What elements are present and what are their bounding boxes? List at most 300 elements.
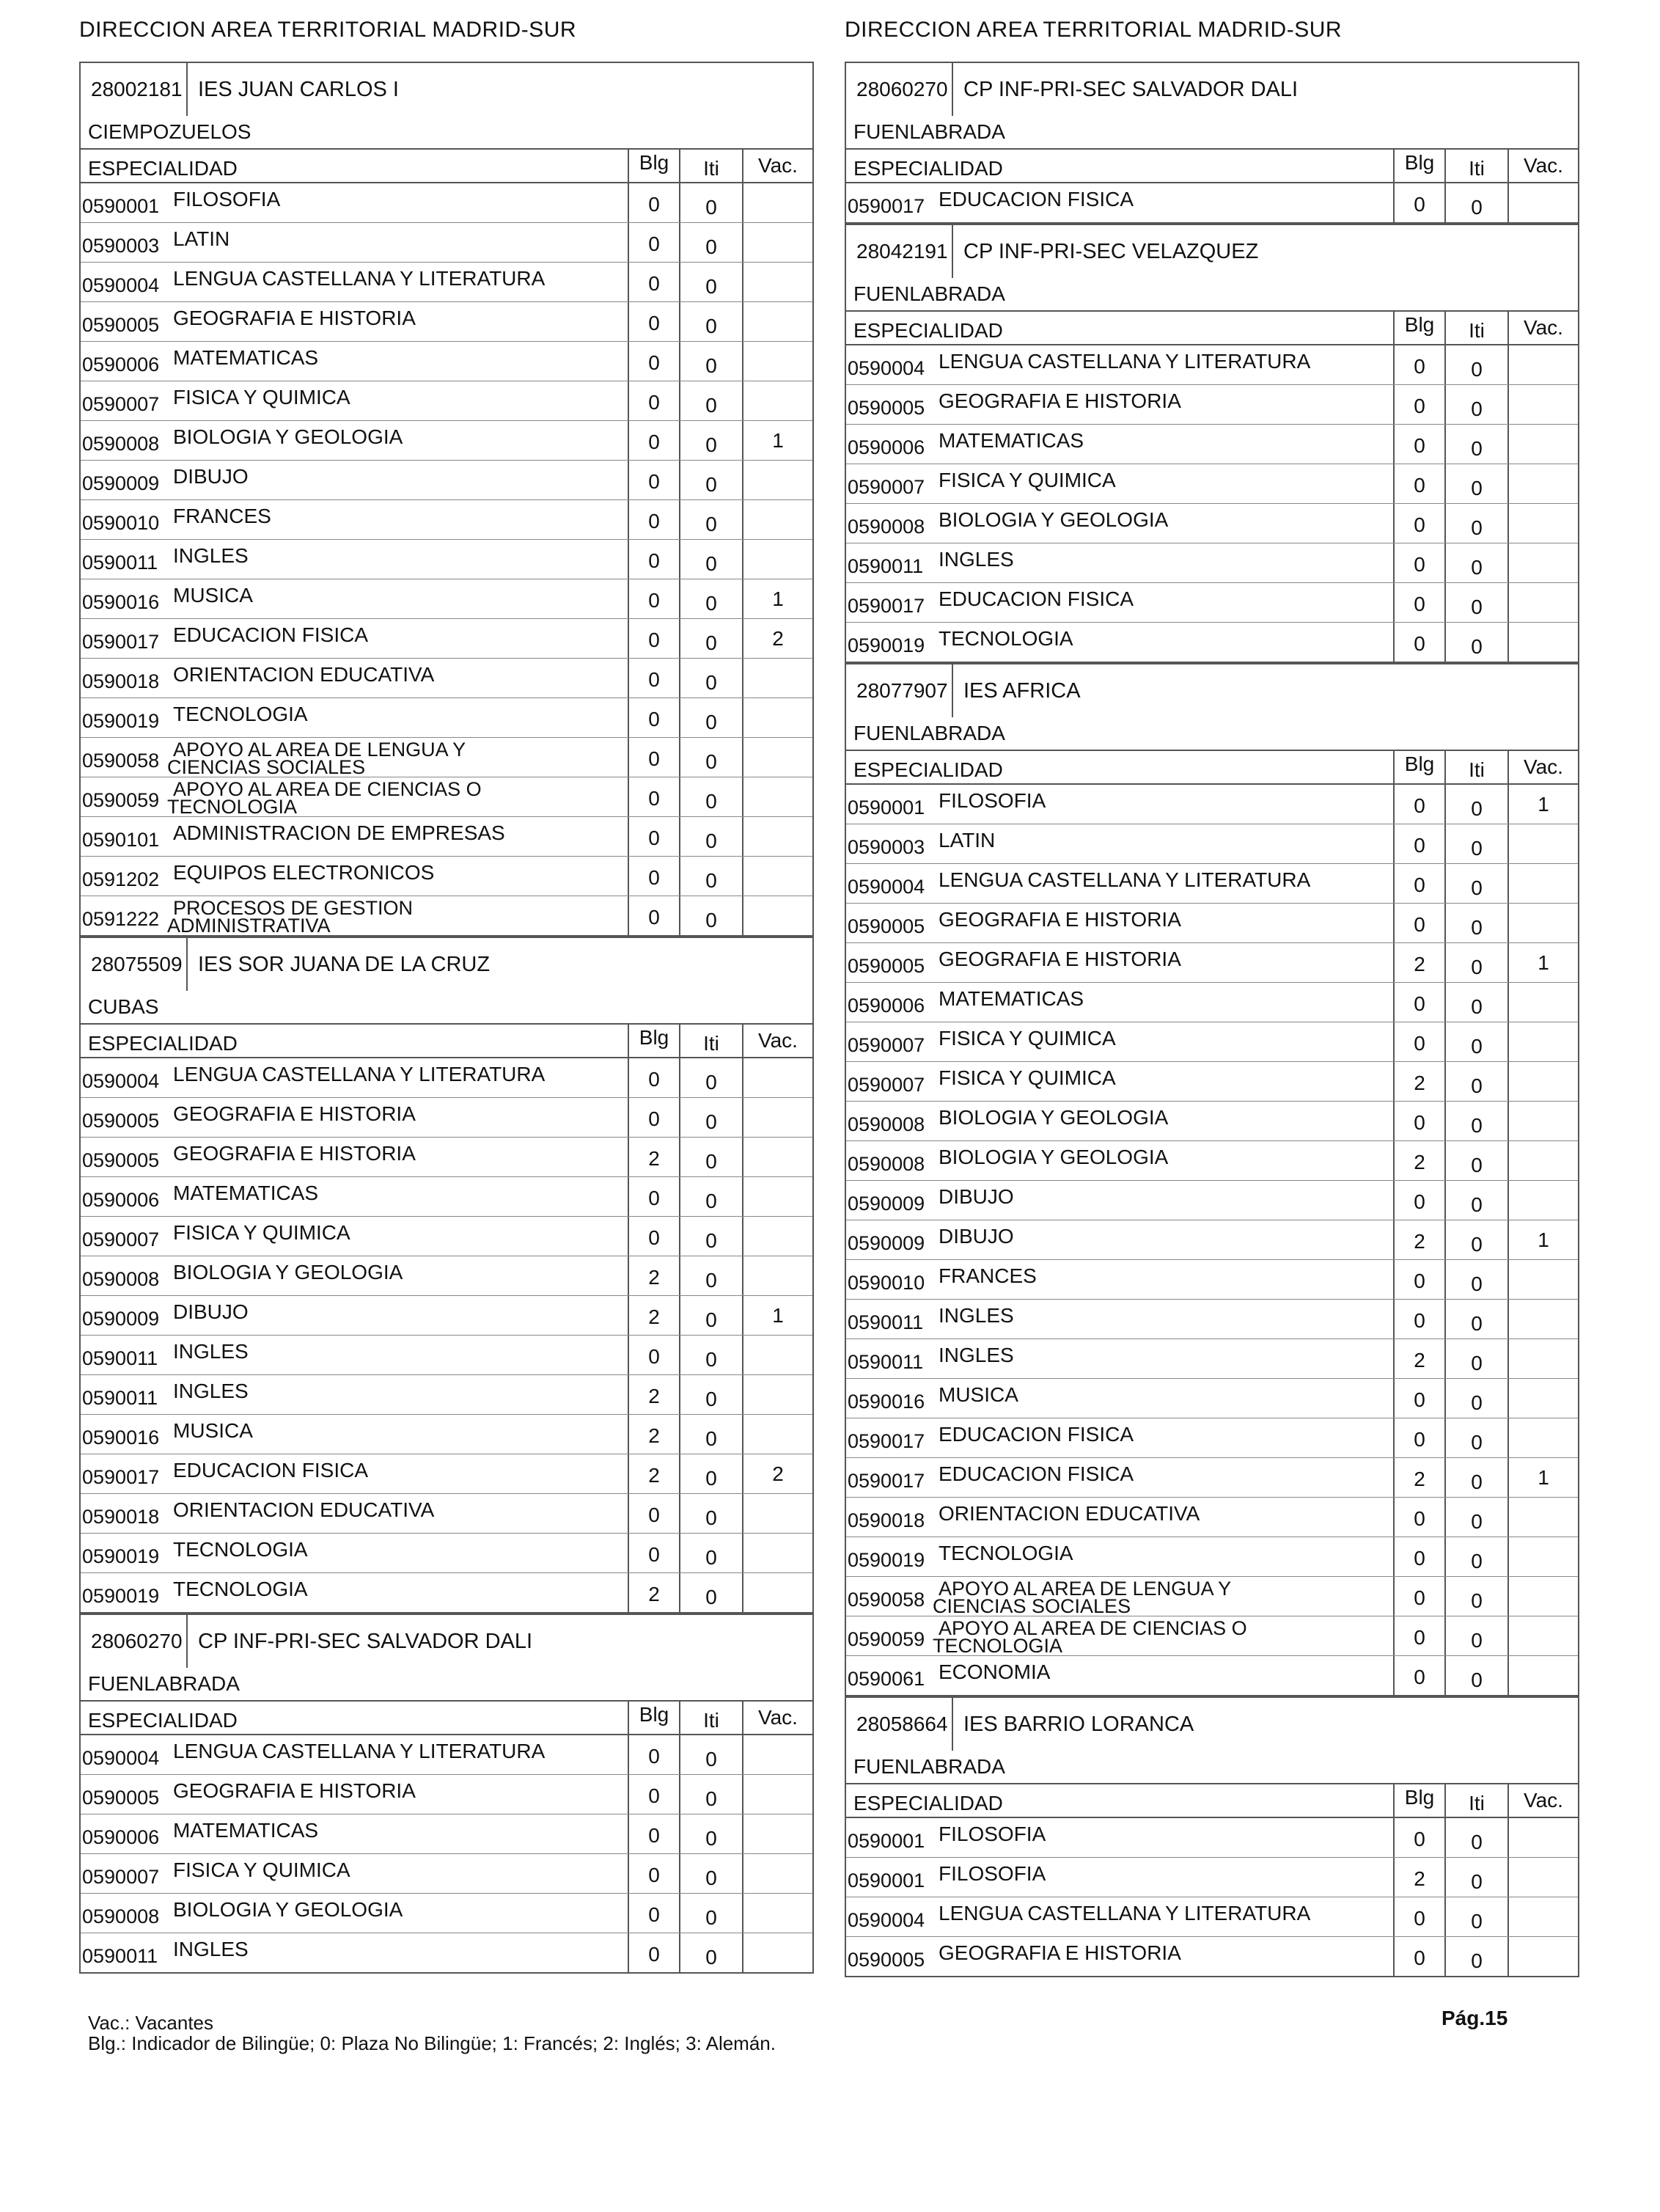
specialty-cell — [81, 1058, 628, 1097]
center-block — [79, 1614, 814, 1974]
specialty-code: 0590003 — [848, 836, 925, 858]
specialty-desc-line: FISICA Y QUIMICA — [173, 1220, 350, 1244]
specialty-desc-line: MUSICA — [173, 583, 253, 607]
iti-value: 0 — [1444, 1141, 1507, 1180]
iti-value: 0 — [679, 579, 742, 618]
iti-value: 0 — [1444, 824, 1507, 863]
iti-value: 0 — [679, 1854, 742, 1893]
page-header: DIRECCION AREA TERRITORIAL MADRID-SUR — [79, 18, 577, 42]
iti-value: 0 — [679, 223, 742, 262]
blg-value: 0 — [1393, 1181, 1444, 1220]
specialty-cell — [846, 1616, 1393, 1655]
iti-value: 0 — [1444, 583, 1507, 622]
specialty-cell — [846, 1458, 1393, 1497]
blg-value: 2 — [1393, 1458, 1444, 1497]
table-row — [846, 183, 1578, 222]
town-name: FUENLABRADA — [846, 116, 1578, 150]
specialty-cell — [81, 1814, 628, 1853]
vac-value: 1 — [1507, 1220, 1578, 1259]
specialty-desc-line-2: ADMINISTRATIVA — [167, 914, 331, 937]
specialty-code: 0590019 — [848, 634, 925, 656]
center-code: 28058664 — [846, 1698, 953, 1751]
table-row — [846, 1102, 1578, 1141]
vac-value — [742, 302, 812, 341]
column-header-iti: Iti — [679, 150, 742, 182]
table-row — [81, 1573, 812, 1612]
center-name: IES BARRIO LORANCA — [963, 1712, 1194, 1736]
specialty-code: 0590004 — [82, 274, 160, 296]
table-row — [81, 500, 812, 540]
specialty-desc-line: GEOGRAFIA E HISTORIA — [939, 389, 1181, 412]
specialty-desc-line: INGLES — [939, 1303, 1014, 1327]
iti-value: 0 — [679, 1814, 742, 1853]
specialty-desc — [173, 227, 230, 250]
table-row — [81, 579, 812, 619]
specialty-cell — [846, 464, 1393, 503]
specialty-code: 0590019 — [82, 1545, 160, 1567]
vac-value: 1 — [742, 579, 812, 618]
vac-value — [1507, 983, 1578, 1022]
blg-value: 0 — [1393, 1616, 1444, 1655]
iti-value: 0 — [679, 896, 742, 935]
vac-value — [1507, 1897, 1578, 1936]
specialty-desc — [939, 1382, 1018, 1406]
specialty-cell — [81, 817, 628, 856]
table-row — [846, 1937, 1578, 1976]
specialty-desc — [173, 1260, 403, 1283]
specialty-desc-line: DIBUJO — [173, 1300, 249, 1323]
specialty-desc — [173, 1102, 416, 1125]
specialty-code: 0590101 — [82, 829, 160, 851]
specialty-desc — [173, 702, 308, 725]
column-header-iti: Iti — [1444, 312, 1507, 344]
specialty-desc — [939, 510, 1168, 530]
table-row — [846, 1656, 1578, 1695]
iti-value: 0 — [1444, 1022, 1507, 1061]
specialty-cell — [81, 540, 628, 579]
specialty-desc-line: FISICA Y QUIMICA — [939, 1026, 1116, 1050]
table-row — [846, 1897, 1578, 1937]
specialty-code: 0590005 — [848, 915, 925, 937]
iti-value: 0 — [1444, 385, 1507, 424]
table-row — [846, 983, 1578, 1022]
vac-value — [1507, 1181, 1578, 1220]
vac-value — [742, 738, 812, 777]
specialty-cell — [81, 421, 628, 460]
specialty-desc — [173, 345, 319, 369]
table-row — [846, 464, 1578, 504]
specialty-desc — [939, 1901, 1311, 1924]
table-row — [81, 540, 812, 579]
vac-value — [1507, 1062, 1578, 1101]
center-code: 28077907 — [846, 664, 953, 717]
specialty-cell — [846, 824, 1393, 863]
specialty-code: 0590008 — [82, 1905, 160, 1927]
specialty-code: 0590009 — [82, 472, 160, 494]
specialty-cell — [846, 1062, 1393, 1101]
specialty-cell — [846, 785, 1393, 824]
center-header — [81, 937, 812, 991]
specialty-desc-line: FILOSOFIA — [939, 788, 1046, 812]
blg-value: 0 — [1393, 1260, 1444, 1299]
vac-value: 1 — [742, 421, 812, 460]
table-row — [846, 1537, 1578, 1577]
specialty-desc — [939, 1422, 1134, 1446]
specialty-code: 0590001 — [848, 1869, 925, 1891]
blg-value: 0 — [1393, 1022, 1444, 1061]
town-name: FUENLABRADA — [81, 1668, 812, 1702]
specialty-cell — [81, 1775, 628, 1814]
specialty-cell — [81, 659, 628, 697]
vac-value: 2 — [742, 619, 812, 658]
specialty-code: 0590001 — [848, 1830, 925, 1852]
specialty-code: 0590058 — [848, 1589, 925, 1611]
iti-value: 0 — [1444, 1616, 1507, 1655]
specialty-code: 0590005 — [82, 1787, 160, 1809]
iti-value: 0 — [1444, 1458, 1507, 1497]
specialty-desc-line: FISICA Y QUIMICA — [173, 385, 350, 409]
vac-value — [742, 263, 812, 301]
vac-value — [1507, 543, 1578, 582]
table-row — [846, 1379, 1578, 1418]
center-block — [845, 663, 1579, 1696]
blg-value: 2 — [628, 1375, 679, 1414]
specialty-desc — [173, 1339, 249, 1363]
specialty-desc — [939, 626, 1073, 650]
specialty-cell — [846, 1379, 1393, 1418]
table-row — [81, 1494, 812, 1534]
blg-value: 0 — [628, 302, 679, 341]
blg-value: 2 — [1393, 1858, 1444, 1897]
iti-value: 0 — [1444, 1220, 1507, 1259]
blg-value: 0 — [628, 421, 679, 460]
blg-value: 0 — [628, 619, 679, 658]
vac-value — [742, 857, 812, 896]
table-row — [846, 1577, 1578, 1616]
specialty-desc — [939, 1541, 1073, 1564]
iti-value: 0 — [1444, 1858, 1507, 1897]
specialty-cell — [81, 698, 628, 737]
table-row — [81, 1098, 812, 1138]
specialty-desc-line: FILOSOFIA — [939, 1861, 1046, 1885]
blg-value: 0 — [628, 1814, 679, 1853]
column-header-iti: Iti — [1444, 1784, 1507, 1817]
iti-value: 0 — [1444, 543, 1507, 582]
vac-value: 1 — [1507, 785, 1578, 824]
blg-value: 0 — [628, 857, 679, 896]
table-row — [846, 504, 1578, 543]
blg-value: 0 — [1393, 1897, 1444, 1936]
specialty-cell — [81, 302, 628, 341]
specialty-desc-line: LATIN — [173, 227, 230, 250]
blg-value: 0 — [628, 738, 679, 777]
specialty-code: 0590006 — [82, 1189, 160, 1211]
specialty-code: 0590001 — [848, 796, 925, 818]
specialty-desc — [939, 547, 1014, 571]
vac-value — [1507, 1498, 1578, 1537]
vac-value — [742, 183, 812, 222]
vac-value — [1507, 1656, 1578, 1695]
table-row — [81, 1933, 812, 1972]
blg-value: 0 — [628, 1058, 679, 1097]
specialty-desc — [173, 1781, 416, 1801]
specialty-cell — [846, 983, 1393, 1022]
vac-value — [742, 1735, 812, 1774]
specialty-desc — [173, 1379, 249, 1402]
specialty-cell — [81, 223, 628, 262]
specialty-cell — [81, 1336, 628, 1374]
specialty-code: 0591202 — [82, 868, 160, 890]
column-header-iti: Iti — [1444, 751, 1507, 783]
vac-value — [742, 1058, 812, 1097]
iti-value: 0 — [679, 619, 742, 658]
specialty-desc — [939, 389, 1181, 412]
iti-value: 0 — [1444, 1818, 1507, 1857]
iti-value: 0 — [1444, 1062, 1507, 1101]
specialty-desc-line: LENGUA CASTELLANA Y LITERATURA — [939, 868, 1311, 891]
iti-value: 0 — [679, 1735, 742, 1774]
iti-value: 0 — [1444, 943, 1507, 982]
center-block — [79, 937, 814, 1614]
vac-value — [742, 1775, 812, 1814]
iti-value: 0 — [679, 1256, 742, 1295]
center-code: 28042191 — [846, 225, 953, 278]
iti-value: 0 — [679, 1177, 742, 1216]
vac-value: 1 — [1507, 1458, 1578, 1497]
blg-value: 0 — [1393, 183, 1444, 222]
specialty-desc-line: LENGUA CASTELLANA Y LITERATURA — [173, 266, 546, 290]
iti-value: 0 — [1444, 345, 1507, 384]
column-header-iti: Iti — [679, 1702, 742, 1734]
iti-value: 0 — [679, 1894, 742, 1933]
vac-value — [1507, 425, 1578, 464]
specialty-code: 0590006 — [848, 995, 925, 1017]
table-row — [81, 698, 812, 738]
vac-value — [1507, 1379, 1578, 1418]
iti-value: 0 — [679, 1454, 742, 1493]
center-blocks — [79, 62, 812, 1974]
specialty-cell — [81, 857, 628, 896]
table-row — [846, 1418, 1578, 1458]
page-header: DIRECCION AREA TERRITORIAL MADRID-SUR — [845, 18, 1343, 42]
iti-value: 0 — [679, 857, 742, 896]
table-row — [81, 381, 812, 421]
blg-value: 2 — [1393, 1062, 1444, 1101]
specialty-desc-line: BIOLOGIA Y GEOLOGIA — [173, 1260, 403, 1283]
table-row — [846, 425, 1578, 464]
column-header-blg: Blg — [628, 150, 679, 182]
blg-value: 0 — [1393, 1102, 1444, 1140]
table-header — [81, 1702, 812, 1735]
table-row — [846, 785, 1578, 824]
specialty-desc-line: EDUCACION FISICA — [173, 1458, 369, 1482]
specialty-desc-line: LENGUA CASTELLANA Y LITERATURA — [173, 1062, 546, 1085]
specialty-cell — [846, 864, 1393, 903]
specialty-cell — [81, 1494, 628, 1533]
specialty-desc-line: BIOLOGIA Y GEOLOGIA — [173, 425, 403, 448]
specialty-cell — [846, 425, 1393, 464]
specialty-desc-line: MATEMATICAS — [173, 1181, 319, 1204]
blg-value: 0 — [1393, 583, 1444, 622]
vac-value — [742, 1217, 812, 1256]
vac-value — [1507, 1818, 1578, 1857]
iti-value: 0 — [1444, 504, 1507, 543]
specialty-cell — [846, 345, 1393, 384]
column-header-especialidad: ESPECIALIDAD — [853, 157, 1003, 180]
iti-value: 0 — [1444, 1300, 1507, 1338]
column-header-blg: Blg — [1393, 751, 1444, 783]
specialty-cell — [81, 777, 628, 816]
vac-value — [742, 777, 812, 816]
specialty-desc-line: EDUCACION FISICA — [939, 1422, 1134, 1446]
specialty-desc — [939, 1105, 1169, 1129]
iti-value: 0 — [679, 698, 742, 737]
vac-value — [742, 381, 812, 420]
center-header — [846, 1696, 1578, 1751]
iti-value: 0 — [1444, 623, 1507, 662]
specialty-code: 0590005 — [848, 397, 925, 419]
specialty-desc — [173, 623, 369, 646]
specialty-desc-line: GEOGRAFIA E HISTORIA — [939, 907, 1181, 931]
specialty-desc — [173, 1897, 403, 1921]
specialty-cell — [846, 904, 1393, 942]
vac-value — [1507, 1260, 1578, 1299]
table-row — [81, 1177, 812, 1217]
blg-value: 0 — [628, 1775, 679, 1814]
specialty-desc — [173, 1937, 249, 1960]
table-row — [81, 183, 812, 223]
specialty-code: 0590016 — [82, 1427, 160, 1449]
vac-value — [742, 1415, 812, 1454]
town-name: FUENLABRADA — [846, 1751, 1578, 1784]
specialty-code: 0590059 — [82, 789, 160, 811]
vac-value — [742, 1933, 812, 1972]
specialty-desc-line: ECONOMIA — [939, 1660, 1051, 1683]
specialty-cell — [846, 1858, 1393, 1897]
specialty-desc — [939, 1501, 1200, 1525]
specialty-code: 0590007 — [82, 393, 160, 415]
vac-value — [742, 1177, 812, 1216]
specialty-desc-line: FISICA Y QUIMICA — [939, 468, 1116, 491]
iti-value: 0 — [679, 738, 742, 777]
blg-value: 0 — [1393, 824, 1444, 863]
specialty-code: 0590006 — [82, 1826, 160, 1848]
specialty-code: 0590016 — [848, 1391, 925, 1413]
column-header-vac: Vac. — [1507, 751, 1578, 783]
iti-value: 0 — [679, 1098, 742, 1137]
specialty-code: 0590005 — [82, 1110, 160, 1132]
specialty-code: 0590011 — [82, 1387, 158, 1409]
specialty-cell — [81, 1098, 628, 1137]
blg-value: 0 — [628, 223, 679, 262]
vac-value — [742, 1894, 812, 1933]
blg-value: 0 — [1393, 623, 1444, 662]
specialty-code: 0590003 — [82, 235, 160, 257]
specialty-desc — [167, 896, 414, 937]
specialty-desc — [939, 1822, 1046, 1845]
iti-value: 0 — [679, 1494, 742, 1533]
blg-value: 2 — [1393, 943, 1444, 982]
specialty-cell — [846, 1220, 1393, 1259]
specialty-cell — [81, 1217, 628, 1256]
specialty-cell — [846, 1022, 1393, 1061]
specialty-desc — [173, 1458, 369, 1482]
table-row — [81, 857, 812, 896]
specialty-desc-line: APOYO AL AREA DE CIENCIAS O — [939, 1616, 1247, 1639]
blg-value: 0 — [628, 500, 679, 539]
column-header-iti: Iti — [679, 1025, 742, 1057]
iti-value: 0 — [679, 1058, 742, 1097]
table-row — [846, 824, 1578, 864]
column-header-blg: Blg — [1393, 312, 1444, 344]
blg-value: 0 — [628, 263, 679, 301]
specialty-desc-line: TECNOLOGIA — [939, 626, 1073, 650]
specialty-code: 0590009 — [82, 1308, 160, 1330]
table-row — [81, 1894, 812, 1933]
iti-value: 0 — [679, 1138, 742, 1176]
blg-value: 0 — [628, 1494, 679, 1533]
legend-bilingue: Blg.: Indicador de Bilingüe; 0: Plaza No Bilingüe; 1: Francés; 2: Inglés; 3: Alemán. — [88, 2032, 776, 2054]
specialty-cell — [81, 1256, 628, 1295]
vac-value — [1507, 504, 1578, 543]
blg-value: 0 — [1393, 385, 1444, 424]
table-row — [81, 1256, 812, 1296]
table-row — [846, 1498, 1578, 1537]
specialty-code: 0590011 — [82, 1347, 158, 1369]
legend-vacantes: Vac.: Vacantes — [88, 2012, 214, 2034]
iti-value: 0 — [1444, 1656, 1507, 1695]
specialty-cell — [846, 1498, 1393, 1537]
center-block — [79, 62, 814, 937]
specialty-desc-line: INGLES — [173, 1379, 249, 1402]
specialty-code: 0590017 — [848, 1470, 925, 1492]
blg-value: 0 — [628, 381, 679, 420]
vac-value — [742, 659, 812, 697]
vac-value — [1507, 1339, 1578, 1378]
specialty-desc — [939, 468, 1116, 491]
specialty-code: 0590008 — [848, 1113, 925, 1135]
specialty-desc-line: GEOGRAFIA E HISTORIA — [939, 947, 1181, 970]
center-name: CP INF-PRI-SEC SALVADOR DALI — [198, 1629, 533, 1653]
specialty-desc — [173, 821, 505, 844]
specialty-desc-line: MATEMATICAS — [173, 345, 319, 369]
iti-value: 0 — [1444, 864, 1507, 903]
table-row — [846, 385, 1578, 425]
blg-value: 2 — [1393, 1141, 1444, 1180]
vac-value — [1507, 824, 1578, 863]
center-header — [81, 63, 812, 116]
specialty-desc — [173, 1062, 546, 1085]
specialty-desc-line-2: TECNOLOGIA — [933, 1634, 1063, 1657]
specialty-code: 0590008 — [848, 1153, 925, 1175]
vac-value — [1507, 1577, 1578, 1616]
specialty-desc-line: INGLES — [939, 1343, 1014, 1366]
center-code: 28060270 — [81, 1615, 188, 1668]
specialty-desc — [939, 428, 1084, 452]
vac-value — [1507, 1418, 1578, 1457]
table-header — [846, 150, 1578, 183]
blg-value: 0 — [1393, 904, 1444, 942]
specialty-desc — [173, 464, 249, 488]
specialty-desc — [173, 266, 546, 290]
table-row — [81, 1375, 812, 1415]
specialty-desc — [173, 425, 403, 448]
specialty-cell — [846, 1260, 1393, 1299]
table-row — [846, 623, 1578, 662]
specialty-desc — [939, 788, 1046, 812]
table-row — [81, 421, 812, 461]
specialty-cell — [81, 1894, 628, 1933]
